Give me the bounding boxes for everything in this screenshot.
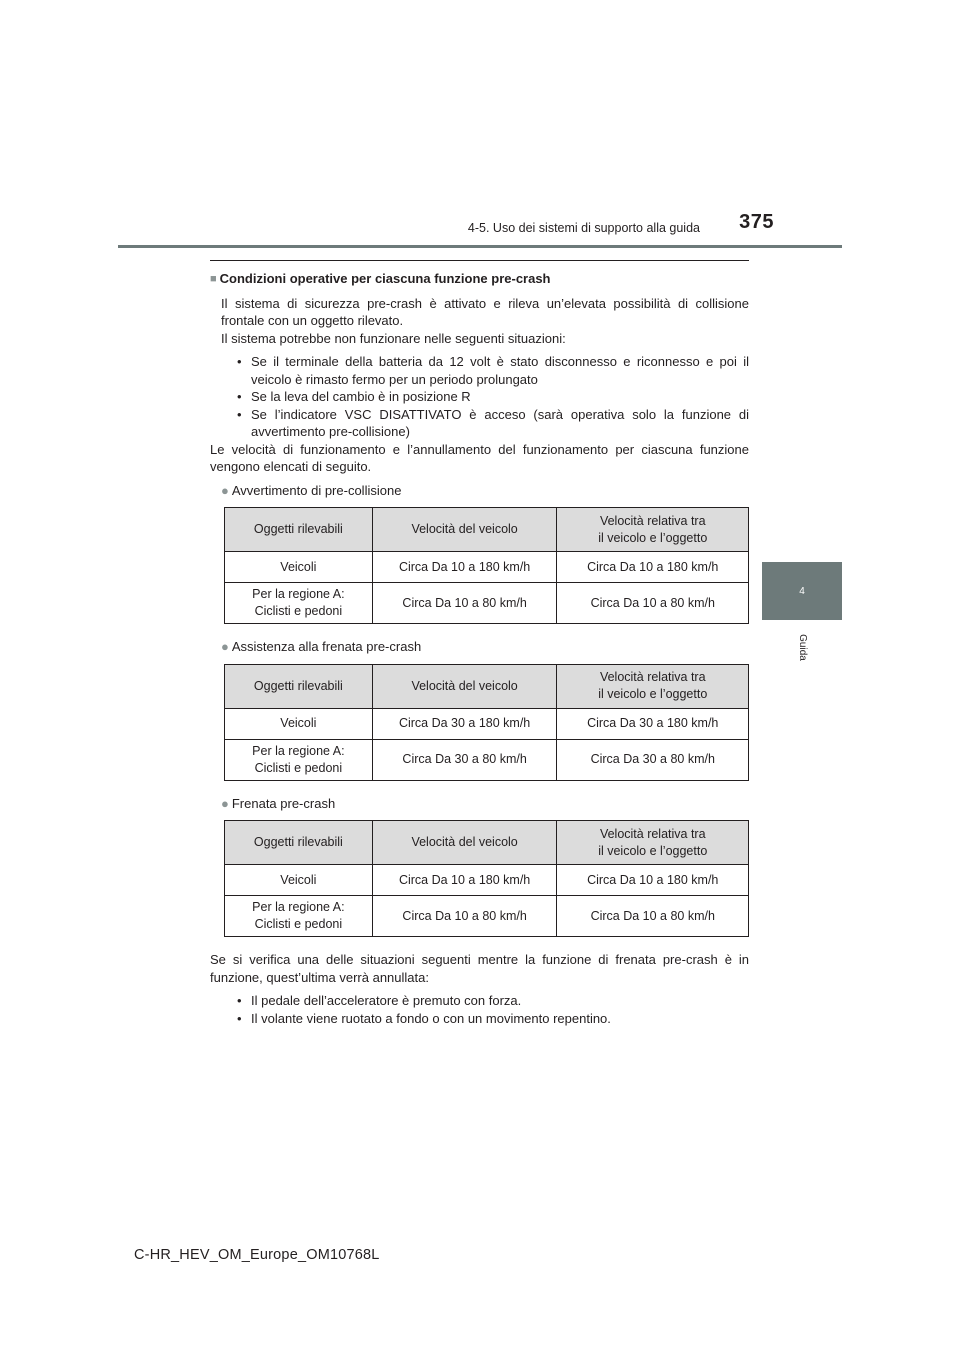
table-row bbox=[225, 552, 749, 583]
cell-relative-speed: Circa Da 30 a 180 km/h bbox=[557, 708, 749, 739]
header-relative-speed: Velocità relativa tra il veicolo e l’oggetto bbox=[557, 664, 749, 708]
header-vehicle-speed: Velocità del veicolo bbox=[372, 508, 557, 552]
cell-objects: Veicoli bbox=[225, 865, 373, 896]
cell-objects: Veicoli bbox=[225, 552, 373, 583]
list-item: • Il pedale dell’acceleratore è premuto con forza. bbox=[237, 992, 749, 1010]
header-relative-speed: Velocità relativa tra il veicolo e l’oggetto bbox=[557, 821, 749, 865]
cell-vehicle-speed: Circa Da 10 a 80 km/h bbox=[372, 583, 557, 624]
table-row bbox=[225, 583, 749, 624]
table-row bbox=[225, 739, 749, 780]
page-number: 375 bbox=[739, 211, 774, 233]
function-heading: ● Assistenza alla frenata pre-crash bbox=[221, 639, 422, 654]
list-item: • Se il terminale della batteria da 12 volt è stato disconnesso e riconnesso e poi il veicolo è rimasto fermo per un periodo prolungato bbox=[237, 353, 749, 388]
header-objects: Oggetti rilevabili bbox=[225, 664, 373, 708]
list-item: • Se l’indicatore VSC DISATTIVATO è acceso (sarà operativa solo la funzione di avvertimento pre-collisione) bbox=[237, 406, 749, 441]
main-content bbox=[210, 260, 749, 1027]
square-bullet-icon: ■ bbox=[210, 273, 217, 285]
section-heading: ■ Condizioni operative per ciascuna funzione pre-crash bbox=[210, 271, 551, 286]
header-objects: Oggetti rilevabili bbox=[225, 508, 373, 552]
chapter-label bbox=[762, 630, 842, 664]
cell-objects: Per la regione A: Ciclisti e pedoni bbox=[225, 583, 373, 624]
running-header-title: 4-5. Uso dei sistemi di supporto alla guida bbox=[467, 221, 700, 235]
chapter-label-text: Guida bbox=[796, 633, 808, 661]
cell-vehicle-speed: Circa Da 30 a 80 km/h bbox=[372, 739, 557, 780]
table-header-row bbox=[225, 664, 749, 708]
function-heading: ● Avvertimento di pre-collisione bbox=[221, 482, 402, 498]
header-vehicle-speed: Velocità del veicolo bbox=[372, 664, 557, 708]
cell-vehicle-speed: Circa Da 10 a 80 km/h bbox=[372, 896, 557, 937]
speed-table bbox=[224, 664, 749, 781]
cell-relative-speed: Circa Da 10 a 80 km/h bbox=[557, 583, 749, 624]
cell-relative-speed: Circa Da 10 a 180 km/h bbox=[557, 552, 749, 583]
speed-table bbox=[224, 820, 749, 937]
list-item: • Il volante viene ruotato a fondo o con un movimento repentino. bbox=[237, 1010, 749, 1028]
cell-objects: Per la regione A: Ciclisti e pedoni bbox=[225, 896, 373, 937]
circle-bullet-icon: ● bbox=[221, 639, 229, 654]
cancellation-conditions bbox=[237, 992, 749, 1027]
cell-relative-speed: Circa Da 10 a 180 km/h bbox=[557, 865, 749, 896]
cell-objects: Veicoli bbox=[225, 708, 373, 739]
function-heading: ● Frenata pre-crash bbox=[221, 795, 336, 811]
intro-paragraph-2: Il sistema potrebbe non funzionare nelle seguenti situazioni: bbox=[221, 330, 566, 346]
table-row bbox=[225, 865, 749, 896]
table-row bbox=[225, 896, 749, 937]
chapter-number: 4 bbox=[799, 585, 805, 597]
speeds-intro: Le velocità di funzionamento e l’annullamento del funzionamento per ciascuna funzione vengono elencati di seguito. bbox=[210, 441, 749, 474]
speed-table bbox=[224, 507, 749, 624]
intro-paragraph: Il sistema di sicurezza pre-crash è attivato e rileva un’elevata possibilità di collisione frontale con un oggetto rilevato. bbox=[221, 295, 749, 328]
document-code: C-HR_HEV_OM_Europe_OM10768L bbox=[134, 1247, 380, 1263]
table-header-row bbox=[225, 821, 749, 865]
circle-bullet-icon: ● bbox=[221, 795, 229, 811]
cell-vehicle-speed: Circa Da 30 a 180 km/h bbox=[372, 708, 557, 739]
cell-vehicle-speed: Circa Da 10 a 180 km/h bbox=[372, 552, 557, 583]
header-rule bbox=[118, 245, 842, 248]
cell-relative-speed: Circa Da 30 a 80 km/h bbox=[557, 739, 749, 780]
cell-objects: Per la regione A: Ciclisti e pedoni bbox=[225, 739, 373, 780]
non-operation-conditions bbox=[237, 353, 749, 441]
header-objects: Oggetti rilevabili bbox=[225, 821, 373, 865]
header-relative-speed: Velocità relativa tra il veicolo e l’oggetto bbox=[557, 508, 749, 552]
circle-bullet-icon: ● bbox=[221, 482, 229, 498]
chapter-tab bbox=[762, 562, 842, 620]
table-header-row bbox=[225, 508, 749, 552]
list-item: • Se la leva del cambio è in posizione R bbox=[237, 388, 749, 406]
cell-relative-speed: Circa Da 10 a 80 km/h bbox=[557, 896, 749, 937]
cancellation-intro: Se si verifica una delle situazioni seguenti mentre la funzione di frenata pre-crash è in funzione, quest’ultima verrà annullata: bbox=[210, 952, 749, 985]
header-vehicle-speed: Velocità del veicolo bbox=[372, 821, 557, 865]
table-row bbox=[225, 708, 749, 739]
cell-vehicle-speed: Circa Da 10 a 180 km/h bbox=[372, 865, 557, 896]
